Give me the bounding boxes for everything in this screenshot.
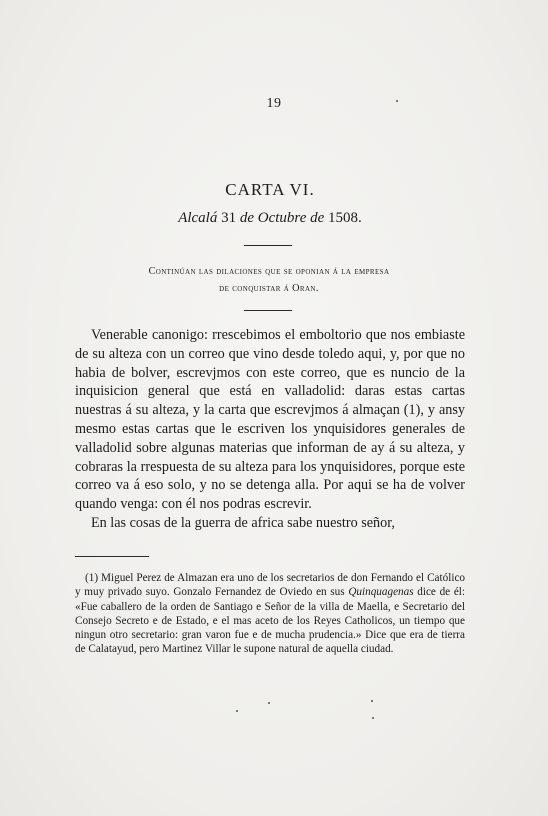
date-place: Alcalá xyxy=(178,210,218,226)
summary-line-1: Continúan las dilaciones que se oponian á la empresa xyxy=(148,266,390,277)
footnote-divider xyxy=(75,556,149,557)
footnote-work-title: Quinquagenas xyxy=(348,586,414,599)
date-month: Octubre xyxy=(257,210,307,226)
letter-date xyxy=(70,210,470,227)
summary-divider xyxy=(244,310,292,311)
letter-body xyxy=(75,326,465,533)
body-paragraph-1: Venerable canonigo: rrescebimos el emboltorio que nos embiaste de su alteza con un correo que vino desde toledo aqui, y, por que no habia de bolver, escrevjmos con este correo, que es nuncio de la inquisicion general que está en valladolid: daras estas cartas nuestras á su alteza, y la carta que escrevjmos á almaçan (1), y ansy mesmo estas cartas que le escriven los ynquisidores generales de valladolid sobre algunas materias que informan de ay á su alteza, y cobraras la rrespuesta de su alteza para los ynquisidores, porque este correo va á eso solo, y no se detenga alla. Por aqui se ha de volver quando venga: con él nos podras escrevir. xyxy=(75,327,465,513)
summary-line-2: de conquistar á Oran. xyxy=(219,283,319,294)
body-paragraph-2: En las cosas de la guerra de africa sabe nuestro señor, xyxy=(91,514,395,531)
paper-speck xyxy=(268,702,270,704)
letter-summary xyxy=(75,263,463,297)
title-divider xyxy=(244,245,292,246)
footnote-part-1: (1) Miguel Perez de Almazan era uno de los secretarios de don Fernando el Católico y muy privado suyo. Gonzalo Fernandez de Oviedo en sus xyxy=(75,572,465,599)
page-number: 19 xyxy=(266,96,282,111)
paper-speck xyxy=(396,100,398,102)
footnote-part-2: dice de él: «Fue caballero de la orden de Santiago e Señor de la villa de Maella, e Secretario del Consejo Secreto e de Estado, e el mas aceto de los Reyes Catholicos, un tiempo que ningun otro secretario: gran varon fue e de mucha prudencia.» Dice que era de tierra de Calatayud, pero Martinez Villar le supone natural de aquella ciudad. xyxy=(75,586,466,656)
footnote-text xyxy=(75,571,465,657)
date-day: 31 xyxy=(221,210,237,226)
date-de-2: de xyxy=(310,210,325,226)
paper-speck xyxy=(371,700,373,702)
footnote xyxy=(75,571,465,657)
date-de-1: de xyxy=(239,210,255,226)
date-year: 1508. xyxy=(328,210,362,226)
paper-speck xyxy=(236,710,238,712)
paper-speck xyxy=(372,717,374,719)
letter-title: CARTA VI. xyxy=(225,180,315,199)
